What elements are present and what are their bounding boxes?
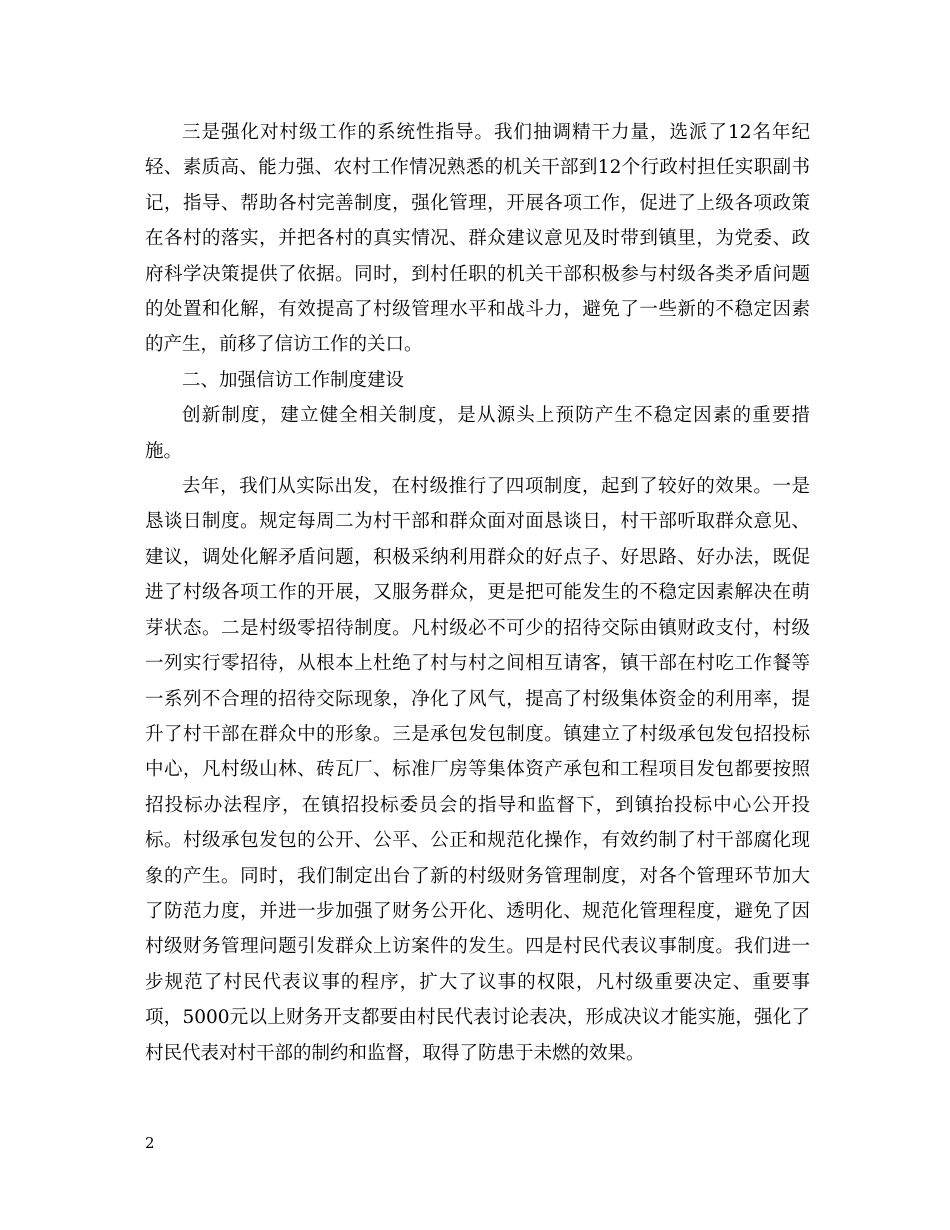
paragraph-system-innovation: 创新制度，建立健全相关制度，是从源头上预防产生不稳定因素的重要措施。: [145, 405, 810, 462]
section-heading-petition-system: 二、加强信访工作制度建设: [182, 369, 405, 391]
paragraph-village-guidance: 三是强化对村级工作的系统性指导。我们抽调精干力量，选派了12名年纪轻、素质高、能力强、农村工作情况熟悉的机关干部到12个行政村担任实职副书记，指导、帮助各村完善制度，强化管理，开展各项工作，促进了上级各项政策在各村的落实，并把各村的真实情况、群众建议意见及时带到镇里，为党委、政府科学决策提供了依据。同时，到村任职的机关干部积极参与村级各类矛盾问题的处置和化解，有效提高了村级管理水平和战斗力，避免了一些新的不稳定因素的产生，前移了信访工作的关口。: [145, 122, 810, 356]
paragraph-four-systems: 去年，我们从实际出发，在村级推行了四项制度，起到了较好的效果。一是恳谈日制度。规定每周二为村干部和群众面对面恳谈日，村干部听取群众意见、建议，调处化解矛盾问题，积极采纳利用群众的好点子、好思路、好办法，既促进了村级各项工作的开展，又服务群众，更是把可能发生的不稳定因素解决在萌芽状态。二是村级零招待制度。凡村级必不可少的招待交际由镇财政支付，村级一列实行零招待，从根本上杜绝了村与村之间相互请客，镇干部在村吃工作餐等一系列不合理的招待交际现象，净化了风气，提高了村级集体资金的利用率，提升了村干部在群众中的形象。三是承包发包制度。镇建立了村级承包发包招投标中心，凡村级山林、砖瓦厂、标准厂房等集体资产承包和工程项目发包都要按照招投标办法程序，在镇招投标委员会的指导和监督下，到镇抬投标中心公开投标。村级承包发包的公开、公平、公正和规范化操作，有效约制了村干部腐化现象的产生。同时，我们制定出台了新的村级财务管理制度，对各个管理环节加大了防范力度，并进一步加强了财务公开化、透明化、规范化管理程度，避免了因村级财务管理问题引发群众上访案件的发生。四是村民代表议事制度。我们进一步规范了村民代表议事的程序，扩大了议事的权限，凡村级重要决定、重要事项，5000元以上财务开支都要由村民代表讨论表决，形成决议才能实施，强化了村民代表对村干部的制约和监督，取得了防患于未燃的效果。: [145, 476, 810, 1064]
document-body: [145, 115, 810, 1071]
page-number: 2: [145, 1134, 155, 1152]
